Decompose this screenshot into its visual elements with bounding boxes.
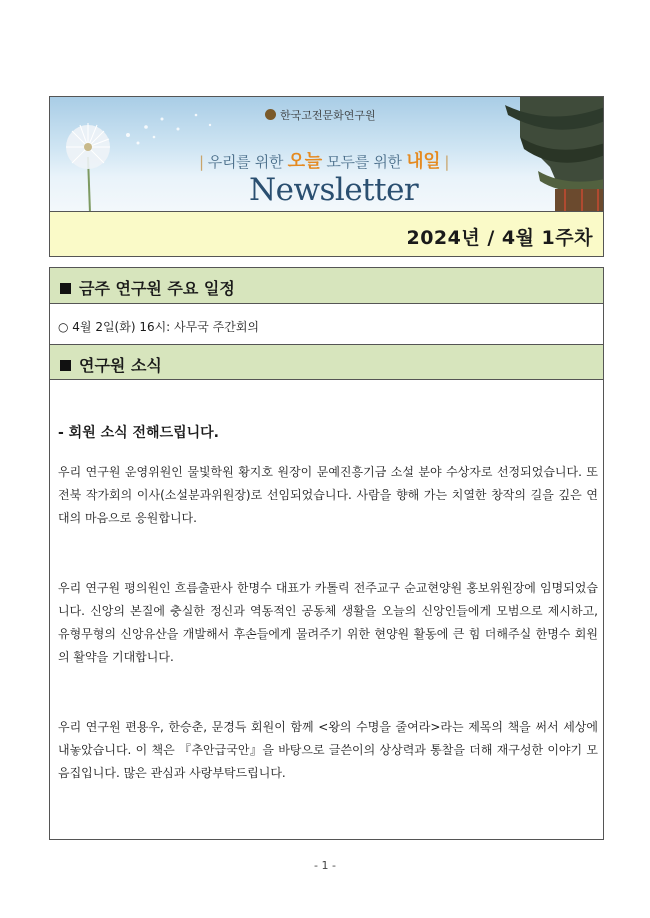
content-box <box>49 267 604 840</box>
issue-date: 2024년 / 4월 1주차 <box>49 212 604 257</box>
organization-name: 한국고전문화연구원 <box>280 109 376 122</box>
square-bullet-icon <box>60 360 71 371</box>
page-number: - 1 - <box>314 859 336 872</box>
news-paragraph: 우리 연구원 평의원인 흐름출판사 한명수 대표가 카톨릭 전주교구 순교현양원 홍보위원장에 임명되었습니다. 신앙의 본질에 충실한 정신과 역동적인 공동체 생활을 오늘의 신앙인들에게 모범으로 제시하고, 유형무형의 신앙유산을 개발해서 후손들에게 물려주기 위한 현양원 활동에 큰 힘 더해주실 한명수 회원의 활약을 기대합니다. <box>58 581 598 664</box>
member-news-subheading: - 회원 소식 전해드립니다. <box>58 425 219 441</box>
schedule-section-heading <box>50 268 603 304</box>
news-body <box>58 388 598 832</box>
seal-icon <box>265 109 276 120</box>
slogan-part1: 우리를 위한 <box>207 153 284 171</box>
newsletter-frame <box>49 96 604 840</box>
news-paragraph: 우리 연구원 운영위원인 물빛학원 황지호 원장이 문예진흥기금 소설 분야 수상자로 선정되었습니다. 또 전북 작가회의 이사(소설분과위원장)로 선임되었습니다. 사람을 향해 가는 치열한 창작의 길을 깊은 연대의 마음으로 응원합니다. <box>58 465 598 525</box>
news-paragraph: 우리 연구원 편용우, 한승춘, 문경득 회원이 함께 <왕의 수명을 줄여라>라는 제목의 책을 써서 세상에 내놓았습니다. 이 책은 『추안급국안』을 바탕으로 글쓴이의 상상력과 통찰을 더해 재구성한 이야기 모음집입니다. 많은 관심과 사랑부탁드립니다. <box>58 720 598 780</box>
slogan-part2: 모두를 위한 <box>326 153 402 171</box>
news-heading-text: 연구원 소식 <box>79 356 162 375</box>
slogan-emphasis-2: 내일 <box>406 151 441 172</box>
newsletter-title: Newsletter <box>249 172 419 208</box>
square-bullet-icon <box>60 283 71 294</box>
news-section-heading <box>50 344 603 380</box>
schedule-item: ○ 4월 2일(화) 16시: 사무국 주간회의 <box>58 320 260 334</box>
pagoda-image <box>505 97 604 212</box>
dandelion-image <box>66 114 211 212</box>
newsletter-banner <box>49 96 604 212</box>
slogan: | 우리를 위한 오늘 모두를 위한 내일 | <box>199 151 450 172</box>
organization-logo <box>265 107 376 123</box>
schedule-heading-text: 금주 연구원 주요 일정 <box>79 279 235 298</box>
slogan-emphasis-1: 오늘 <box>287 151 322 172</box>
